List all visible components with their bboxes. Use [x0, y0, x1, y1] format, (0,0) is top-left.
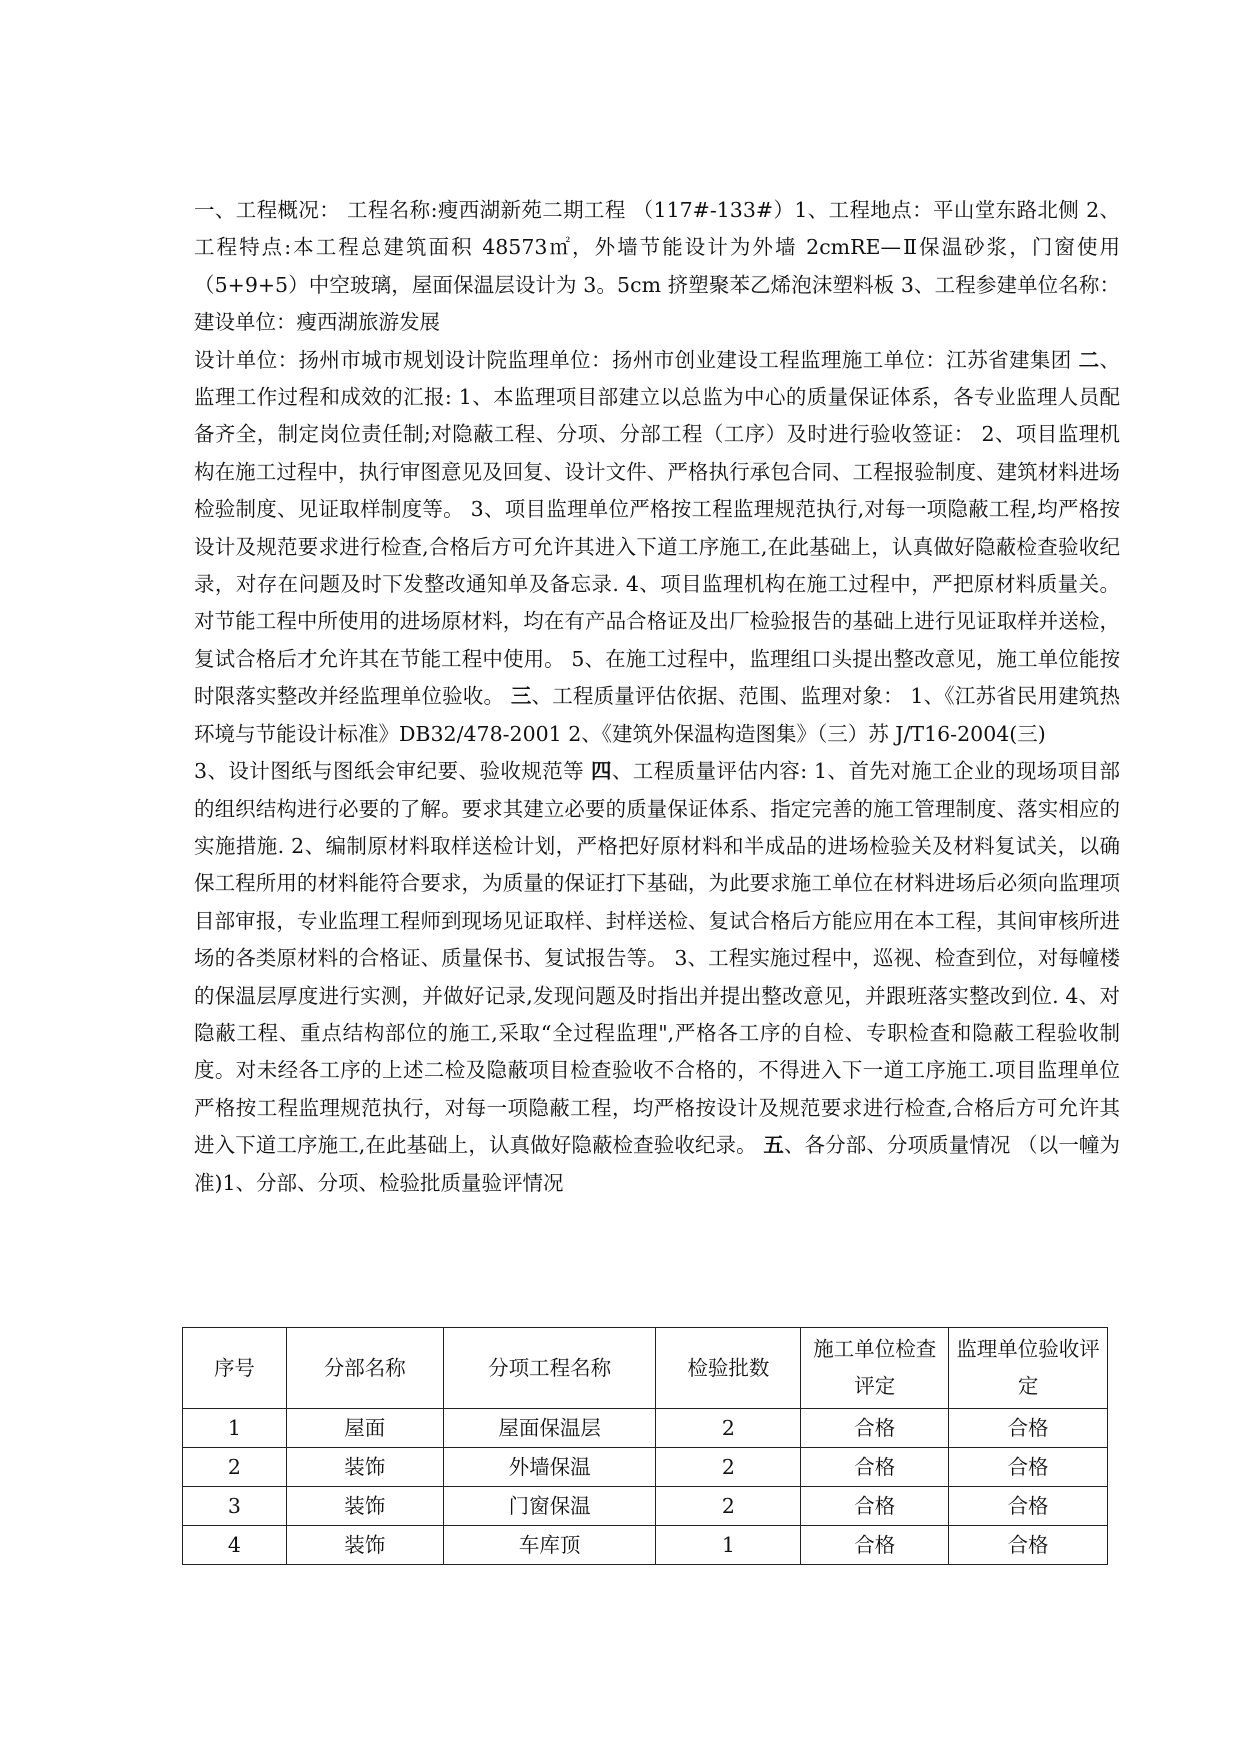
cell-subitem-name: 屋面保温层 [443, 1409, 656, 1448]
header-division-name: 分部名称 [286, 1328, 443, 1409]
cell-division-name: 装饰 [286, 1487, 443, 1526]
cell-contractor-check: 合格 [801, 1448, 949, 1487]
header-subitem-name: 分项工程名称 [443, 1328, 656, 1409]
cell-division-name: 装饰 [286, 1448, 443, 1487]
paragraph-text: 设计单位：扬州市城市规划设计院监理单位：扬州市创业建设工程监理施工单位：江苏省建集团 [194, 347, 1079, 372]
cell-batch-count: 2 [656, 1409, 801, 1448]
table-row [183, 1409, 1108, 1448]
table-row [183, 1526, 1108, 1565]
cell-batch-count: 2 [656, 1448, 801, 1487]
section-number: 四 [591, 759, 612, 784]
paragraph-text: 、工程质量评估依据、范围、监理对象： 1、《江苏省民用建筑热环境与节能设计标准》DB32/478-2001 2、《建筑外保温构造图集》（三）苏 J/T16-2004(三) [194, 684, 1121, 746]
cell-contractor-check: 合格 [801, 1526, 949, 1565]
section-number: 二 [1078, 347, 1100, 372]
paragraph-text: 一、工程概况： 工程名称:瘦西湖新苑二期工程 （117#-133#）1、工程地点：平山堂东路北侧 2、工程特点:本工程总建筑面积 48573㎡，外墙节能设计为外墙 2cmRE—Ⅱ保温砂浆，门窗使用（5+9+5）中空玻璃，屋面保温层设计为 3。5cm 挤塑聚苯乙烯泡沫塑料板 3、工程参建单位名称： 建设单位：瘦西湖旅游发展 [194, 198, 1120, 335]
paragraph-text: 、工程质量评估内容: 1、首先对施工企业的现场项目部的组织结构进行必要的了解。要求其建立必要的质量保证体系、指定完善的施工管理制度、落实相应的实施措施. 2、编制原材料取样送检计划，严格把好原材料和半成品的进场检验关及材料复试关，以确保工程所用的材料能符合要求，为质量的保证打下基础，为此要求施工单位在材料进场后必须向监理项目部审报，专业监理工程师到现场见证取样、封样送检、复试合格后方能应用在本工程，其间审核所进场的各类原材料的合格证、质量保书、复试报告等。 3、工程实施过程中，巡视、检查到位，对每幢楼的保温层厚度进行实测，并做好记录,发现问题及时指出并提出整改意见，并跟班落实整改到位. 4、对隐蔽工程、重点结构部位的施工,采取“全过程监理",严格各工序的自检、专职检查和隐蔽工程验收制度。对未经各工序的上述二检及隐蔽项目检查验收不合格的，不得进入下一道工序施工.项目监理单位严格按工程监理规范执行，对每一项隐蔽工程，均严格按设计及规范要求进行检查,合格后方可允许其进入下道工序施工,在此基础上，认真做好隐蔽检查验收纪录。 [194, 759, 1121, 1158]
header-batch-count: 检验批数 [656, 1328, 801, 1409]
paragraph-text: 3、设计图纸与图纸会审纪要、验收规范等 [194, 759, 591, 784]
report-body [194, 192, 1120, 1202]
report-paragraph [194, 192, 1120, 342]
cell-batch-count: 1 [656, 1526, 801, 1565]
quality-evaluation-table [182, 1327, 1108, 1565]
cell-supervisor-check: 合格 [949, 1409, 1108, 1448]
cell-subitem-name: 外墙保温 [443, 1448, 656, 1487]
section-number: 五 [763, 1133, 784, 1158]
cell-index: 1 [183, 1409, 287, 1448]
header-supervisor-check: 监理单位验收评定 [949, 1328, 1108, 1409]
cell-supervisor-check: 合格 [949, 1487, 1108, 1526]
cell-index: 4 [183, 1526, 287, 1565]
paragraph-text: 、各分部、分项质量情况 （以一幢为准)1、分部、分项、检验批质量验评情况 [194, 1133, 1121, 1195]
report-paragraph [194, 342, 1120, 753]
cell-supervisor-check: 合格 [949, 1526, 1108, 1565]
cell-subitem-name: 门窗保温 [443, 1487, 656, 1526]
cell-supervisor-check: 合格 [949, 1448, 1108, 1487]
table-row [183, 1448, 1108, 1487]
cell-division-name: 屋面 [286, 1409, 443, 1448]
header-contractor-check: 施工单位检查评定 [801, 1328, 949, 1409]
cell-contractor-check: 合格 [801, 1409, 949, 1448]
table-header-row [183, 1328, 1108, 1409]
paragraph-text: 、监理工作过程和成效的汇报: 1、本监理项目部建立以总监为中心的质量保证体系，各专业监理人员配备齐全，制定岗位责任制;对隐蔽工程、分项、分部工程（工序）及时进行验收签证： 2、项目监理机构在施工过程中，执行审图意见及回复、设计文件、严格执行承包合同、工程报验制度、建筑材料进场检验制度、见证取样制度等。 3、项目监理单位严格按工程监理规范执行,对每一项隐蔽工程,均严格按设计及规范要求进行检查,合格后方可允许其进入下道工序施工,在此基础上，认真做好隐蔽检查验收纪录，对存在问题及时下发整改通知单及备忘录. 4、项目监理机构在施工过程中，严把原材料质量关。对节能工程中所使用的进场原材料，均在有产品合格证及出厂检验报告的基础上进行见证取样并送检，复试合格后才允许其在节能工程中使用。 5、在施工过程中，监理组口头提出整改意见，施工单位能按时限落实整改并经监理单位验收。 [194, 347, 1121, 709]
cell-batch-count: 2 [656, 1487, 801, 1526]
cell-division-name: 装饰 [286, 1526, 443, 1565]
cell-index: 3 [183, 1487, 287, 1526]
section-number: 三 [510, 684, 532, 709]
cell-subitem-name: 车库顶 [443, 1526, 656, 1565]
cell-contractor-check: 合格 [801, 1487, 949, 1526]
header-index: 序号 [183, 1328, 287, 1409]
cell-index: 2 [183, 1448, 287, 1487]
table-row [183, 1487, 1108, 1526]
report-paragraph [194, 753, 1120, 1202]
